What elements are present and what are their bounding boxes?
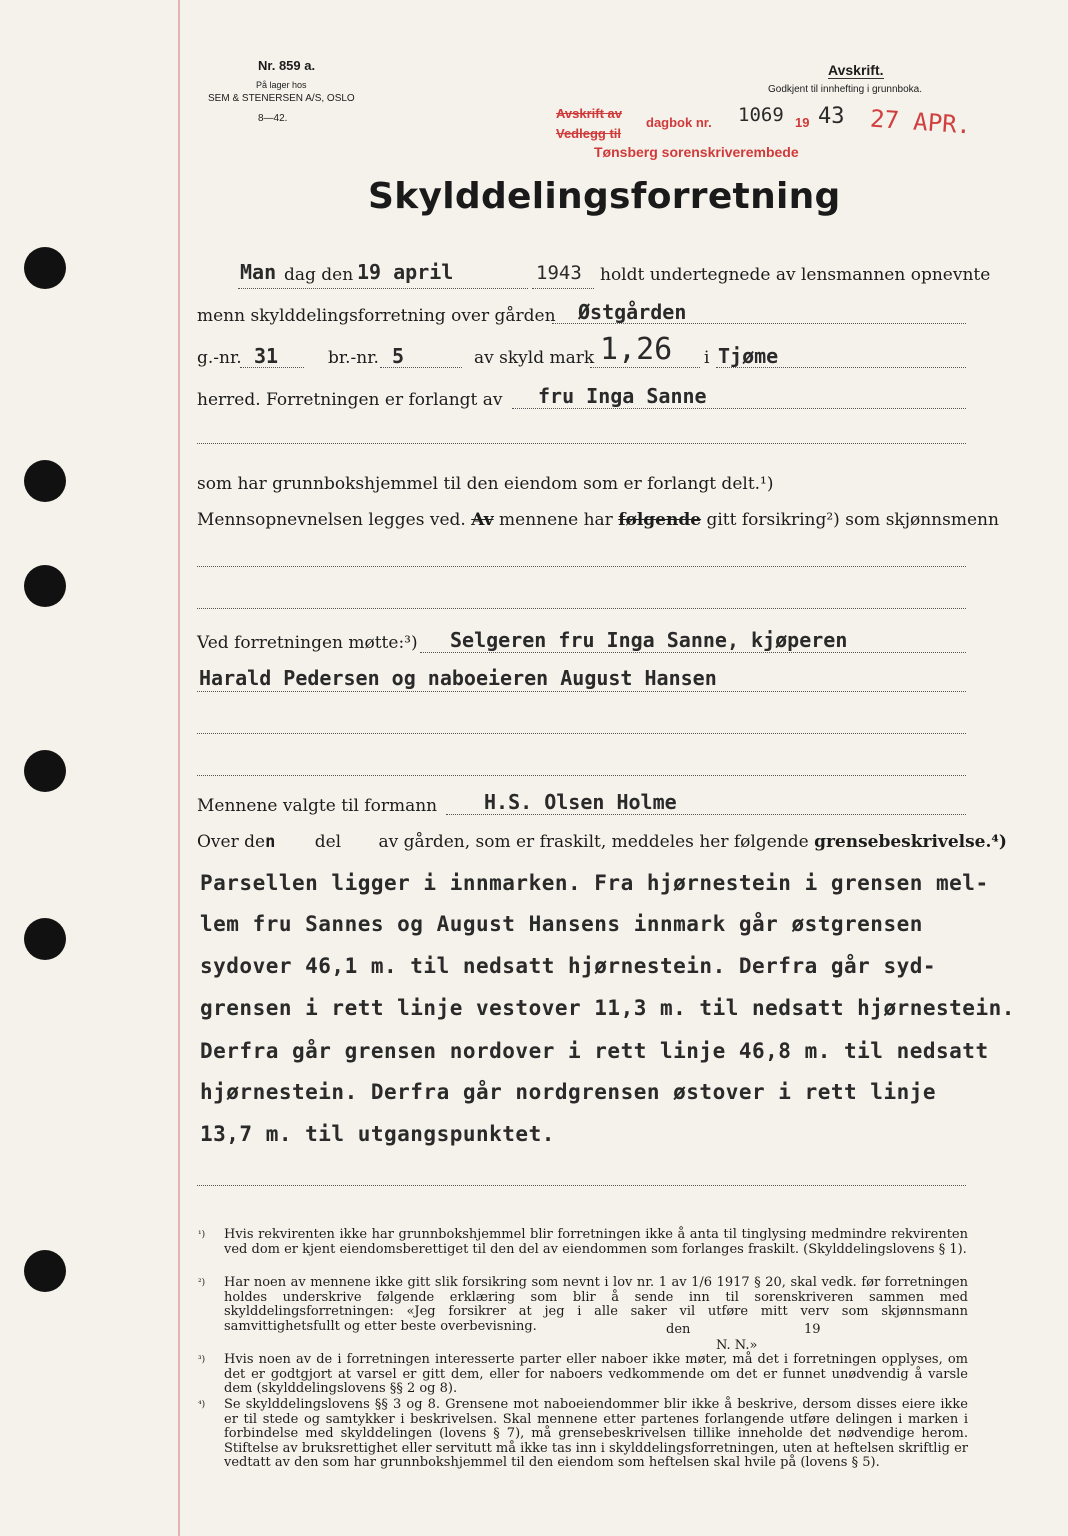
footnote-2: [198, 1276, 968, 1334]
description-line: Derfra går grensen nordover i rett linje 46,8 m. til nedsatt: [200, 1039, 989, 1063]
binder-hole: [24, 918, 66, 960]
footnote-number: ³): [198, 1355, 206, 1365]
blank-line: [197, 733, 966, 734]
requester-underline: [512, 408, 966, 409]
place-value: Tjøme: [718, 344, 779, 368]
farm-underline: [552, 323, 966, 324]
stamp-dagbok-label: dagbok nr.: [646, 115, 712, 130]
description-line: 13,7 m. til utgangspunktet.: [200, 1122, 555, 1146]
footnote-2-den: den: [666, 1322, 691, 1337]
footnote-number: ²): [198, 1278, 206, 1288]
brnr-underline: [380, 367, 462, 368]
stamp-year-prefix: 19: [795, 115, 810, 130]
skyld-label: av skyld mark: [474, 348, 595, 368]
mennsopnevnelse-part3: gitt forsikring²) som skjønnsmenn: [706, 510, 999, 530]
stamp-vedlegg-til: Vedlegg til: [556, 126, 622, 141]
grensebeskrivelse-intro: [197, 832, 1007, 852]
del-label: del: [314, 832, 342, 852]
blank-line: [197, 566, 966, 567]
gnr-underline: [240, 367, 304, 368]
mennsopnevnelse-part1: Mennsopnevnelsen legges ved.: [197, 510, 466, 530]
binder-hole: [24, 460, 66, 502]
gnr-label: g.-nr.: [197, 348, 242, 368]
gnr-value: 31: [254, 344, 279, 368]
farm-label: menn skylddelingsforretning over gården: [197, 306, 556, 326]
attendees-line-1: Selgeren fru Inga Sanne, kjøperen: [450, 628, 848, 652]
farm-name: Østgården: [578, 300, 687, 324]
chairman-underline: [446, 814, 966, 815]
stamp-year: 43: [818, 104, 845, 129]
footnote-text: Hvis noen av de i forretningen interesserte parter eller naboer ikke møter, må det i forretningen opplyses, om det er godtgjort at varsel er gitt dem, eller for naboers vedkommende om det er funnet unødvendig å varsle dem (skylddelingslovens §§ 2 og 8).: [224, 1352, 968, 1396]
description-line: grensen i rett linje vestover 11,3 m. til nedsatt hjørnestein.: [200, 996, 1015, 1020]
over-de-suffix: n: [265, 832, 276, 852]
form-number: Nr. 859 a.: [258, 58, 316, 73]
footnote-2-year: 19: [804, 1322, 821, 1337]
attendees-underline-2: [197, 691, 966, 692]
stamp-dagbok-number: 1069: [738, 104, 784, 126]
blank-line: [197, 1185, 966, 1186]
footnote-2-signature: N. N.»: [716, 1338, 758, 1353]
binder-hole: [24, 565, 66, 607]
mennsopnevnelse-text: [197, 510, 999, 530]
over-de-label: Over de: [197, 832, 266, 852]
binder-hole: [24, 750, 66, 792]
place-underline: [716, 367, 966, 368]
blank-line: [197, 443, 966, 444]
printer-line-1: På lager hos: [256, 80, 307, 90]
row1-text: holdt undertegnede av lensmannen opnevnte: [600, 265, 991, 285]
dag-den-label: dag den: [284, 265, 354, 285]
brnr-label: br.-nr.: [328, 348, 379, 368]
struck-av: Av: [471, 510, 494, 530]
stamp-court: Tønsberg sorenskriverembede: [594, 144, 799, 160]
mennsopnevnelse-part2: mennene har: [499, 510, 613, 530]
description-line: Parsellen ligger i innmarken. Fra hjørnestein i grensen mel-: [200, 871, 989, 895]
attendees-label: Ved forretningen møtte:³): [197, 633, 418, 653]
footnote-number: ⁴): [198, 1400, 206, 1410]
footnote-text: Hvis rekvirenten ikke har grunnbokshjemmel blir forretningen ikke å anta til tinglysing medmindre rekvirenten ved dom er kjent eiendomsberettiget til den del av eiendommen som forlanges fraskilt. (Skylddelingslovens § 1).: [224, 1227, 968, 1257]
footnote-4: [198, 1398, 968, 1471]
blank-line: [197, 775, 966, 776]
hjemmel-text: som har grunnbokshjemmel til den eiendom som er forlangt delt.¹): [197, 474, 774, 494]
grensebeskrivelse-label: grensebeskrivelse.⁴): [814, 832, 1007, 852]
description-line: sydover 46,1 m. til nedsatt hjørnestein. Derfra går syd-: [200, 954, 937, 978]
footnote-1: [198, 1228, 968, 1257]
brnr-value: 5: [392, 344, 405, 368]
year-underline: [532, 288, 594, 289]
attendees-line-2: Harald Pedersen og naboeieren August Hansen: [199, 666, 717, 690]
weekday: Man: [240, 260, 277, 284]
margin-rule: [178, 0, 180, 1536]
skyld-value: 1,26: [600, 332, 673, 367]
chairman-value: H.S. Olsen Holme: [484, 790, 677, 814]
date-underline: [238, 288, 528, 289]
page-title: Skylddelingsforretning: [368, 176, 841, 217]
intro-rest: av gården, som er fraskilt, meddeles her følgende: [378, 832, 809, 852]
footnote-3: [198, 1353, 968, 1397]
date-field: 19 april: [357, 260, 454, 284]
footnote-text: Se skylddelingslovens §§ 3 og 8. Grensene mot naboeiendommer blir ikke å beskrive, dersom disses eiere ikke er til stede og samtykker i beskrivelsen. Skal mennene etter partenes forlangende utføre delingen i marken i forbindelse med skylddelingen (lovens § 7), må grensebeskrivelsen tillike inneholde det nødvendige herom. Stiftelse av bruksrettighet eller servitutt må ikke tas inn i skylddelingsforretningen, uten at heftelsen skriftlig er vedtatt av den som har grunnbokshjemmel til den eiendom som heftelsen skal hvile på (lovens § 5).: [224, 1397, 968, 1470]
year-field: 1943: [536, 262, 582, 284]
description-line: lem fru Sannes og August Hansens innmark går østgrensen: [200, 912, 923, 936]
struck-folgende: følgende: [618, 510, 702, 530]
requester-label: herred. Forretningen er forlangt av: [197, 390, 503, 410]
blank-line: [197, 608, 966, 609]
skyld-underline: [590, 367, 700, 368]
description-line: hjørnestein. Derfra går nordgrensen østover i rett linje: [200, 1080, 937, 1104]
binder-hole: [24, 1250, 66, 1292]
footnote-text: Har noen av mennene ikke gitt slik forsikring som nevnt i lov nr. 1 av 1/6 1917 § 20, skal vedk. før forretningen holdes underskrive følgende erklæring som blir å sende inn til sorenskriveren sammen med skylddelingsforretningen: «Jeg forsikrer at jeg i alle saker vil utføre mitt verv som skjønnsmann samvittighetsfullt og etter beste overbevisning.: [224, 1275, 968, 1334]
printer-line-2: SEM & STENERSEN A/S, OSLO: [208, 93, 355, 104]
stamp-date: 27 APR.: [869, 104, 973, 140]
stamp-avskrift-av: Avskrift av: [556, 106, 622, 121]
chairman-label: Mennene valgte til formann: [197, 796, 438, 816]
printer-line-3: 8—42.: [258, 113, 288, 124]
stamp-subtitle: Godkjent til innhefting i grunnboka.: [768, 84, 922, 95]
footnote-number: ¹): [198, 1230, 206, 1240]
binder-hole: [24, 247, 66, 289]
i-label: i: [704, 348, 710, 368]
requester-value: fru Inga Sanne: [538, 384, 707, 408]
stamp-title: Avskrift.: [828, 62, 884, 78]
attendees-underline-1: [420, 652, 966, 653]
